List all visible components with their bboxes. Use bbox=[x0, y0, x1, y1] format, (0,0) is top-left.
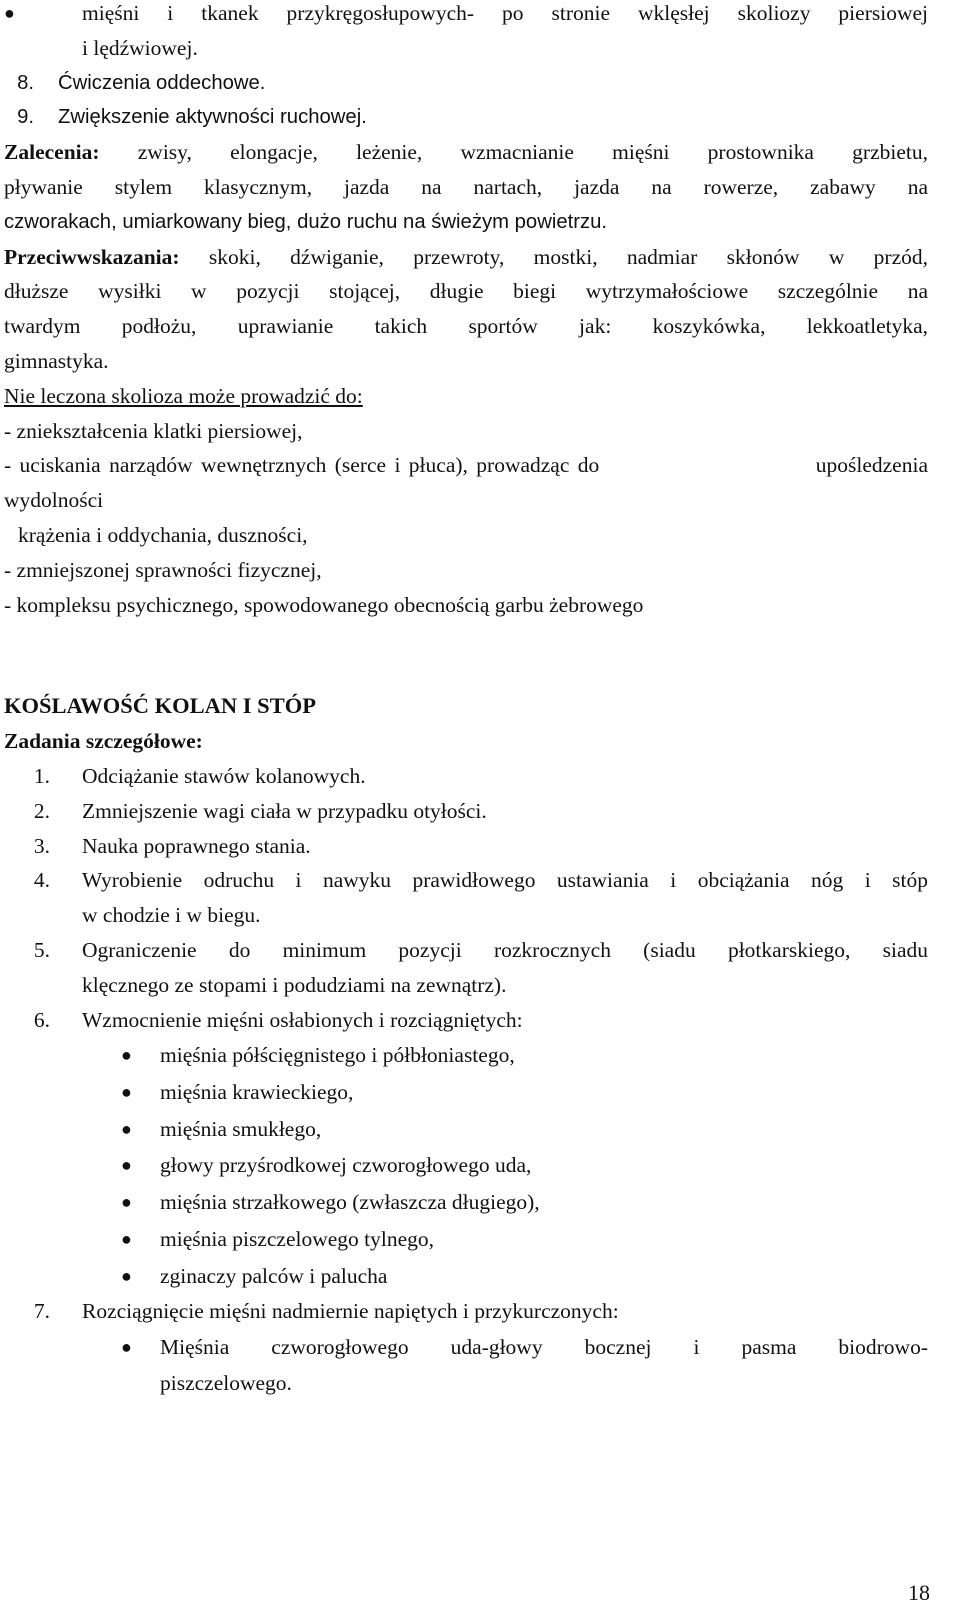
numbered-item bbox=[4, 829, 928, 864]
bullet-sublist bbox=[4, 1037, 928, 1294]
list-number: 3. bbox=[33, 833, 50, 858]
zalecenia-label: Zalecenia: bbox=[4, 140, 100, 165]
paragraph-line: pływanie stylem klasycznym, jazda na nartach, jazda na rowerze, zabawy na bbox=[4, 174, 928, 199]
sub-bullet-text: mięśnia krawieckiego, bbox=[160, 1080, 354, 1105]
sub-bullet-text: mięśnia smukłego, bbox=[160, 1116, 322, 1141]
dash-text: - uciskania narządów wewnętrznych (serce i płuca), prowadząc do bbox=[4, 453, 600, 478]
numbered-item bbox=[4, 933, 928, 968]
przeciwwskazania-paragraph bbox=[4, 240, 928, 275]
sub-bullet-item bbox=[4, 1037, 928, 1074]
document-page bbox=[4, 0, 928, 1401]
bullet-list-item bbox=[4, 0, 928, 31]
sub-bullet-text: mięśnia półścięgnistego i półbłoniastego, bbox=[160, 1043, 515, 1068]
list-number: 5. bbox=[33, 937, 50, 962]
list-text: Wyrobienie odruchu i nawyku prawidłowego ustawiania i obciążania nóg i stóp bbox=[82, 868, 928, 893]
sub-bullet-item bbox=[4, 1111, 928, 1148]
bullet-icon: ● bbox=[121, 1082, 132, 1103]
bullet-icon: ● bbox=[121, 1265, 132, 1286]
list-number: 1. bbox=[33, 763, 50, 788]
list-text: Wzmocnienie mięśni osłabionych i rozciągniętych: bbox=[82, 1007, 523, 1032]
list-number: 8. bbox=[17, 71, 34, 94]
page-number: 18 bbox=[908, 1580, 930, 1605]
bullet-icon: ● bbox=[121, 1228, 132, 1249]
dash-list-continuation: wydolności bbox=[4, 488, 104, 513]
list-number: 2. bbox=[33, 798, 50, 823]
numbered-item bbox=[4, 863, 928, 898]
list-text: Zwiększenie aktywności ruchowej. bbox=[58, 106, 367, 129]
paragraph-text: zwisy, elongacje, leżenie, wzmacnianie mięśni prostownika grzbietu, bbox=[137, 140, 928, 165]
sub-bullet-text: mięśnia piszczelowego tylnego, bbox=[160, 1226, 435, 1251]
bullet-text-continuation: i lędźwiowej. bbox=[82, 35, 198, 60]
bullet-text: mięśni i tkanek przykręgosłupowych- po stronie wklęsłej skoliozy piersiowej bbox=[82, 1, 928, 25]
paragraph-line: czworakach, umiarkowany bieg, dużo ruchu na świeżym powietrzu. bbox=[4, 210, 608, 233]
sub-bullet-item bbox=[4, 1147, 928, 1184]
list-text-continuation: klęcznego ze stopami i podudziami na zewnątrz). bbox=[82, 972, 507, 997]
bullet-icon: ● bbox=[121, 1155, 132, 1176]
spacer bbox=[4, 622, 928, 689]
sub-bullet-text: Mięśnia czworogłowego uda-głowy bocznej i pasma biodrowo- bbox=[160, 1335, 928, 1360]
bullet-icon: ● bbox=[121, 1045, 132, 1066]
numbered-item bbox=[4, 759, 928, 794]
list-text-continuation: w chodzie i w biegu. bbox=[82, 903, 261, 928]
bullet-icon: ● bbox=[121, 1192, 132, 1213]
numbered-item bbox=[4, 1003, 928, 1038]
sub-bullet-text: mięśnia strzałkowego (zwłaszcza długiego), bbox=[160, 1190, 540, 1215]
section-subtitle: Zadania szczegółowe: bbox=[4, 729, 203, 754]
list-number: 4. bbox=[33, 868, 50, 893]
dash-list-item: - zniekształcenia klatki piersiowej, bbox=[4, 418, 303, 443]
paragraph-line: gimnastyka. bbox=[4, 348, 109, 373]
sub-bullet-text: głowy przyśrodkowej czworogłowego uda, bbox=[160, 1153, 532, 1178]
list-item-8 bbox=[4, 66, 928, 101]
sub-bullet-item bbox=[4, 1329, 928, 1366]
numbered-list bbox=[4, 759, 928, 863]
sub-bullet-item bbox=[4, 1221, 928, 1258]
paragraph-line: twardym podłożu, uprawianie takich sportów jak: koszykówka, lekkoatletyka, bbox=[4, 314, 928, 339]
dash-list-continuation: krążenia i oddychania, duszności, bbox=[18, 522, 308, 547]
dash-list-item: - zmniejszonej sprawności fizycznej, bbox=[4, 557, 322, 582]
zalecenia-paragraph bbox=[4, 135, 928, 170]
list-number: 9. bbox=[17, 106, 34, 129]
list-item-9 bbox=[4, 100, 928, 135]
list-text: Odciążanie stawów kolanowych. bbox=[82, 763, 366, 788]
dash-text: upośledzenia bbox=[815, 453, 928, 478]
section-title: KOŚLAWOŚĆ KOLAN I STÓP bbox=[4, 693, 316, 719]
list-text: Nauka poprawnego stania. bbox=[82, 833, 311, 858]
bullet-icon: ● bbox=[4, 3, 15, 23]
bullet-icon: ● bbox=[121, 1118, 132, 1139]
sub-bullet-item bbox=[4, 1074, 928, 1111]
list-text: Zmniejszenie wagi ciała w przypadku otyłości. bbox=[82, 798, 487, 823]
numbered-item bbox=[4, 1294, 928, 1329]
list-text: Ćwiczenia oddechowe. bbox=[58, 71, 266, 94]
list-text: Ograniczenie do minimum pozycji rozkrocznych (siadu płotkarskiego, siadu bbox=[82, 937, 928, 962]
sub-bullet-text: zginaczy palców i palucha bbox=[160, 1263, 388, 1288]
sub-bullet-continuation: piszczelowego. bbox=[160, 1370, 292, 1395]
dash-list-item: - kompleksu psychicznego, spowodowanego obecnością garbu żebrowego bbox=[4, 592, 644, 617]
sub-bullet-item bbox=[4, 1258, 928, 1295]
list-text: Rozciągnięcie mięśni nadmiernie napiętych i przykurczonych: bbox=[82, 1299, 619, 1324]
sub-bullet-item bbox=[4, 1184, 928, 1221]
dash-list-item bbox=[4, 448, 928, 483]
numbered-item bbox=[4, 794, 928, 829]
paragraph-text: skoki, dźwiganie, przewroty, mostki, nadmiar skłonów w przód, bbox=[208, 244, 929, 269]
bullet-icon: ● bbox=[121, 1337, 132, 1358]
list-number: 6. bbox=[33, 1007, 50, 1032]
przeciwwskazania-label: Przeciwwskazania: bbox=[4, 244, 180, 269]
list-number: 7. bbox=[33, 1299, 50, 1324]
section-heading: Nie leczona skolioza może prowadzić do: bbox=[4, 383, 363, 408]
paragraph-line: dłuższe wysiłki w pozycji stojącej, długie biegi wytrzymałościowe szczególnie na bbox=[4, 279, 928, 304]
